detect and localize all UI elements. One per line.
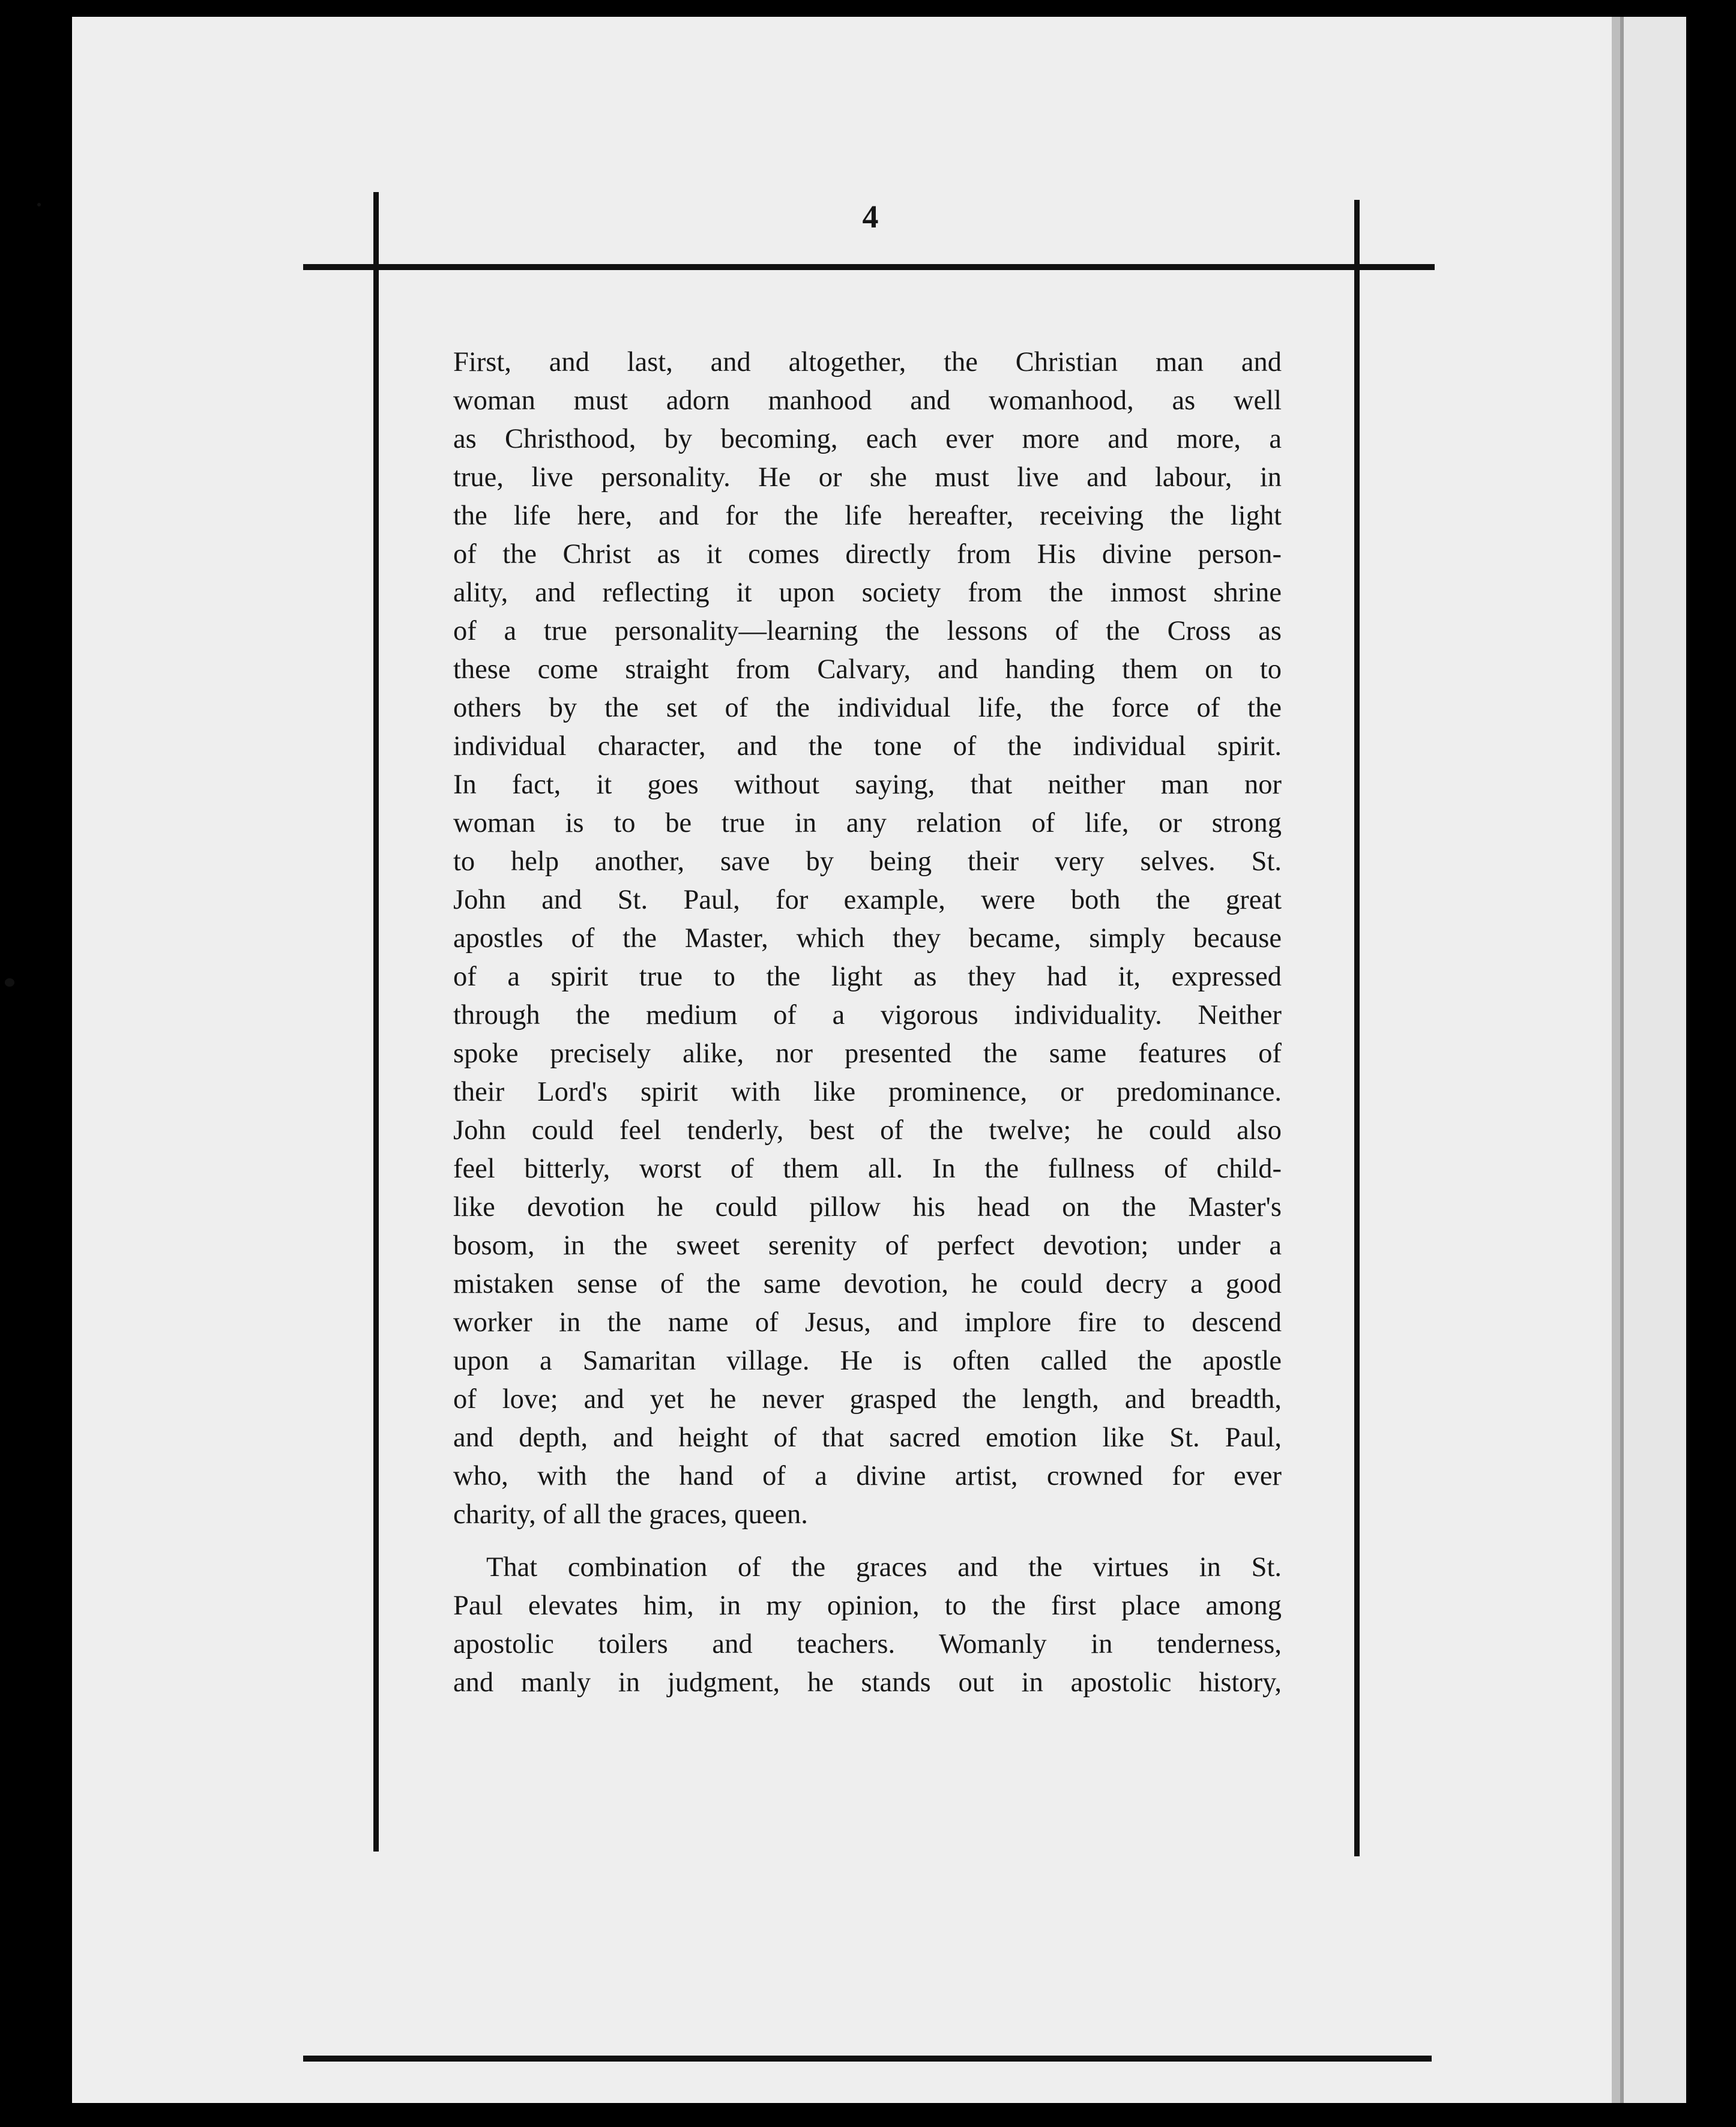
text-line: ality, and reflecting it upon society from the inmost shrine [453,577,1282,608]
text-line: woman is to be true in any relation of life, or strong [453,808,1282,838]
border-rule-bottom [303,2056,1432,2062]
paragraph-gap [453,1534,1282,1548]
text-line: spoke precisely alike, nor presented the same features of [453,1038,1282,1069]
text-line: of a spirit true to the light as they had it, expressed [453,961,1282,992]
text-line: John and St. Paul, for example, were both the great [453,885,1282,915]
text-line: woman must adorn manhood and womanhood, as well [453,385,1282,416]
text-line: bosom, in the sweet serenity of perfect devotion; under a [453,1230,1282,1261]
text-line: In fact, it goes without saying, that neither man nor [453,769,1282,800]
text-line: John could feel tenderly, best of the twelve; he could also [453,1115,1282,1146]
text-line: of love; and yet he never grasped the length, and breadth, [453,1384,1282,1415]
text-line: and manly in judgment, he stands out in apostolic history, [453,1667,1282,1698]
text-line: the life here, and for the life hereafter, receiving the light [453,501,1282,531]
text-line: charity, of all the graces, queen. [453,1499,808,1530]
text-line: these come straight from Calvary, and handing them on to [453,654,1282,685]
text-line: worker in the name of Jesus, and implore fire to descend [453,1307,1282,1338]
text-line: who, with the hand of a divine artist, crowned for ever [453,1461,1282,1491]
text-line: their Lord's spirit with like prominence, or predominance. [453,1077,1282,1107]
scan-speck [5,978,14,987]
text-line: through the medium of a vigorous individuality. Neither [453,1000,1282,1030]
paragraph-2 [453,1548,1282,1702]
scan-speck [37,203,41,206]
text-line: feel bitterly, worst of them all. In the fullness of child- [453,1154,1282,1184]
paragraph-1 [453,343,1282,1534]
adjacent-page-shadow [1620,17,1624,2103]
text-line: as Christhood, by becoming, each ever more and more, a [453,424,1282,454]
text-line: That combination of the graces and the virtues in St. [486,1552,1282,1583]
text-line: and depth, and height of that sacred emotion like St. Paul, [453,1422,1282,1453]
text-line: Paul elevates him, in my opinion, to the first place among [453,1590,1282,1621]
border-rule-right [1354,200,1360,1856]
adjacent-page-edge [1620,17,1686,2103]
text-line: to help another, save by being their very selves. St. [453,846,1282,877]
border-rule-left [373,192,379,1852]
page-gutter-edge [1612,17,1620,2103]
text-line: true, live personality. He or she must live and labour, in [453,462,1282,493]
text-line: apostles of the Master, which they became, simply because [453,923,1282,954]
border-rule-top [303,264,1435,270]
text-line: of a true personality—learning the lessons of the Cross as [453,616,1282,646]
page-number: 4 [862,199,879,235]
text-line: like devotion he could pillow his head on the Master's [453,1192,1282,1223]
text-line: mistaken sense of the same devotion, he could decry a good [453,1269,1282,1299]
text-line: apostolic toilers and teachers. Womanly in tenderness, [453,1629,1282,1659]
text-line: of the Christ as it comes directly from His divine person- [453,539,1282,570]
text-line: First, and last, and altogether, the Christian man and [453,347,1282,378]
body-text [453,343,1282,1702]
text-line: individual character, and the tone of the individual spirit. [453,731,1282,762]
text-line: others by the set of the individual life, the force of the [453,693,1282,723]
text-line: upon a Samaritan village. He is often called the apostle [453,1346,1282,1376]
